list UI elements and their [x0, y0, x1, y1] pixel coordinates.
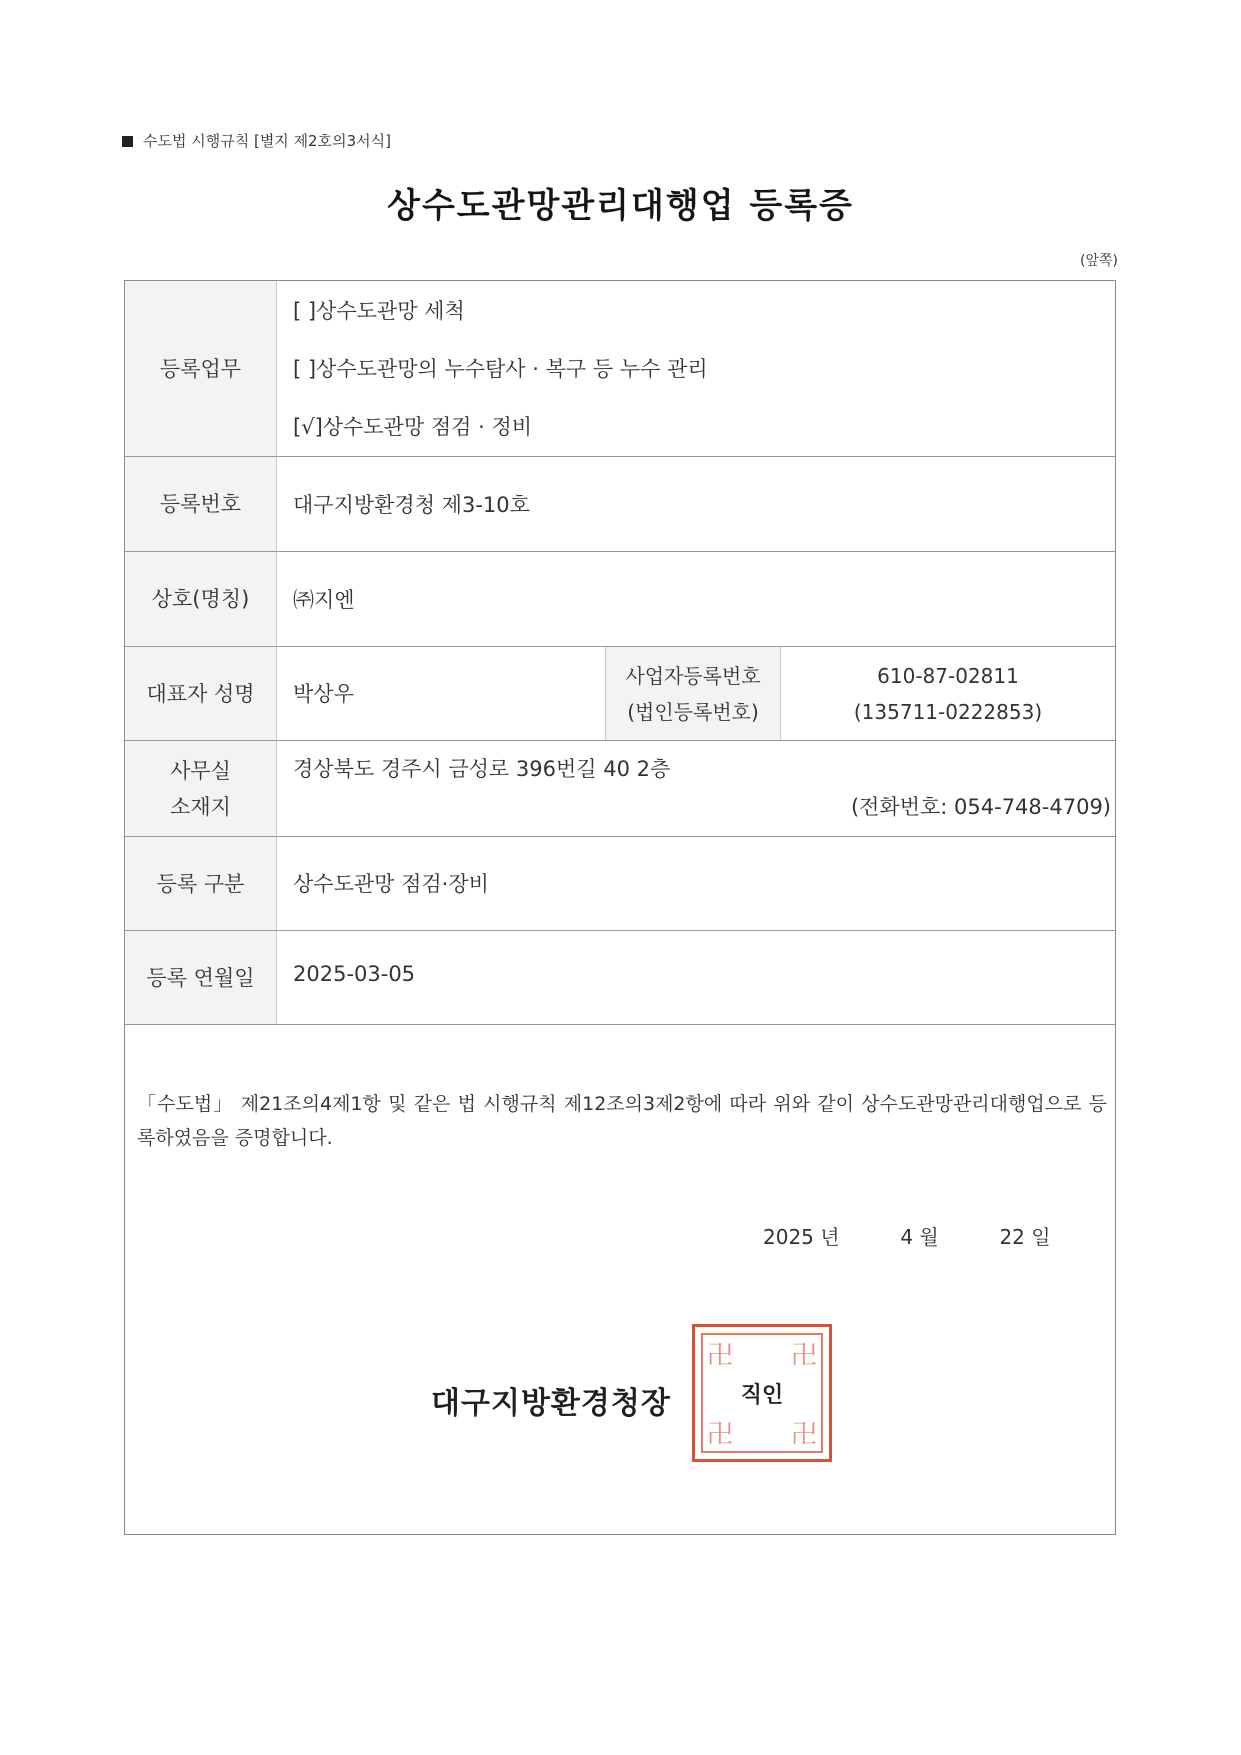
row-category [125, 837, 1115, 931]
row-company [125, 552, 1115, 647]
row-office [125, 741, 1115, 837]
issuer-name: 대구지방환경청장 [431, 1386, 671, 1421]
category-label: 등록 구분 [125, 837, 277, 930]
certificate-frame [124, 280, 1116, 1535]
issue-month: 4 [900, 1225, 914, 1249]
category-value: 상수도관망 점검·장비 [293, 872, 489, 896]
page-side-note: (앞쪽) [1080, 253, 1118, 269]
biz-reg-label [605, 647, 781, 740]
reg-no-value: 대구지방환경청 제3-10호 [293, 493, 530, 517]
rep-value: 박상우 [293, 682, 354, 706]
biz-reg-label-1: 사업자등록번호 [625, 663, 761, 688]
form-label [122, 130, 391, 151]
issue-day: 22 [999, 1225, 1025, 1249]
office-phone: (전화번호: 054-748-4709) [850, 795, 1111, 819]
office-address: 경상북도 경주시 금성로 396번길 40 2층 [293, 757, 671, 781]
seal-mark-icon: 卍 [790, 1341, 817, 1371]
issue-year: 2025 [763, 1225, 814, 1249]
business-option-1: [ ]상수도관망 세척 [293, 299, 465, 323]
reg-date-label: 등록 연월일 [125, 931, 277, 1024]
row-reg-no [125, 457, 1115, 552]
issue-month-unit: 월 [919, 1225, 939, 1249]
seal-mark-icon: 卍 [707, 1341, 734, 1371]
seal-mark-icon: 卍 [707, 1420, 734, 1450]
office-label [125, 741, 277, 836]
business-label: 등록업무 [125, 281, 277, 456]
biz-reg-value-1: 610-87-02811 [877, 663, 1019, 688]
form-label-text: 수도법 시행규칙 [별지 제2호의3서식] [143, 132, 391, 150]
seal-text: 직인 [740, 1382, 784, 1408]
biz-reg-label-2: (법인등록번호) [627, 699, 759, 724]
biz-reg-value-2: (135711-0222853) [853, 699, 1043, 724]
business-option-3: [√]상수도관망 점검 · 정비 [293, 415, 533, 439]
row-business [125, 281, 1115, 457]
company-value: ㈜지엔 [293, 588, 355, 612]
official-seal [692, 1324, 832, 1462]
black-square-icon [122, 136, 133, 147]
row-representative [125, 647, 1115, 741]
reg-date-value: 2025-03-05 [293, 962, 416, 986]
rep-label: 대표자 성명 [125, 647, 277, 740]
issue-date [763, 1221, 1051, 1250]
certification-statement: 「수도법」 제21조의4제1항 및 같은 법 시행규칙 제12조의3제2항에 따라 위와 같이 상수도관망관리대행업으로 등록하였음을 증명합니다. [137, 1093, 1107, 1149]
office-label-1: 사무실 [170, 758, 231, 783]
biz-reg-value [781, 647, 1115, 740]
row-reg-date [125, 931, 1115, 1025]
business-option-2: [ ]상수도관망의 누수탐사 · 복구 등 누수 관리 [293, 357, 708, 381]
seal-mark-icon: 卍 [790, 1420, 817, 1450]
company-label: 상호(명칭) [125, 552, 277, 646]
page-title: 상수도관망관리대행업 등록증 [387, 186, 854, 226]
office-label-2: 소재지 [170, 794, 231, 819]
issue-day-unit: 일 [1031, 1225, 1051, 1249]
issue-year-unit: 년 [820, 1225, 840, 1249]
reg-no-label: 등록번호 [125, 457, 277, 551]
